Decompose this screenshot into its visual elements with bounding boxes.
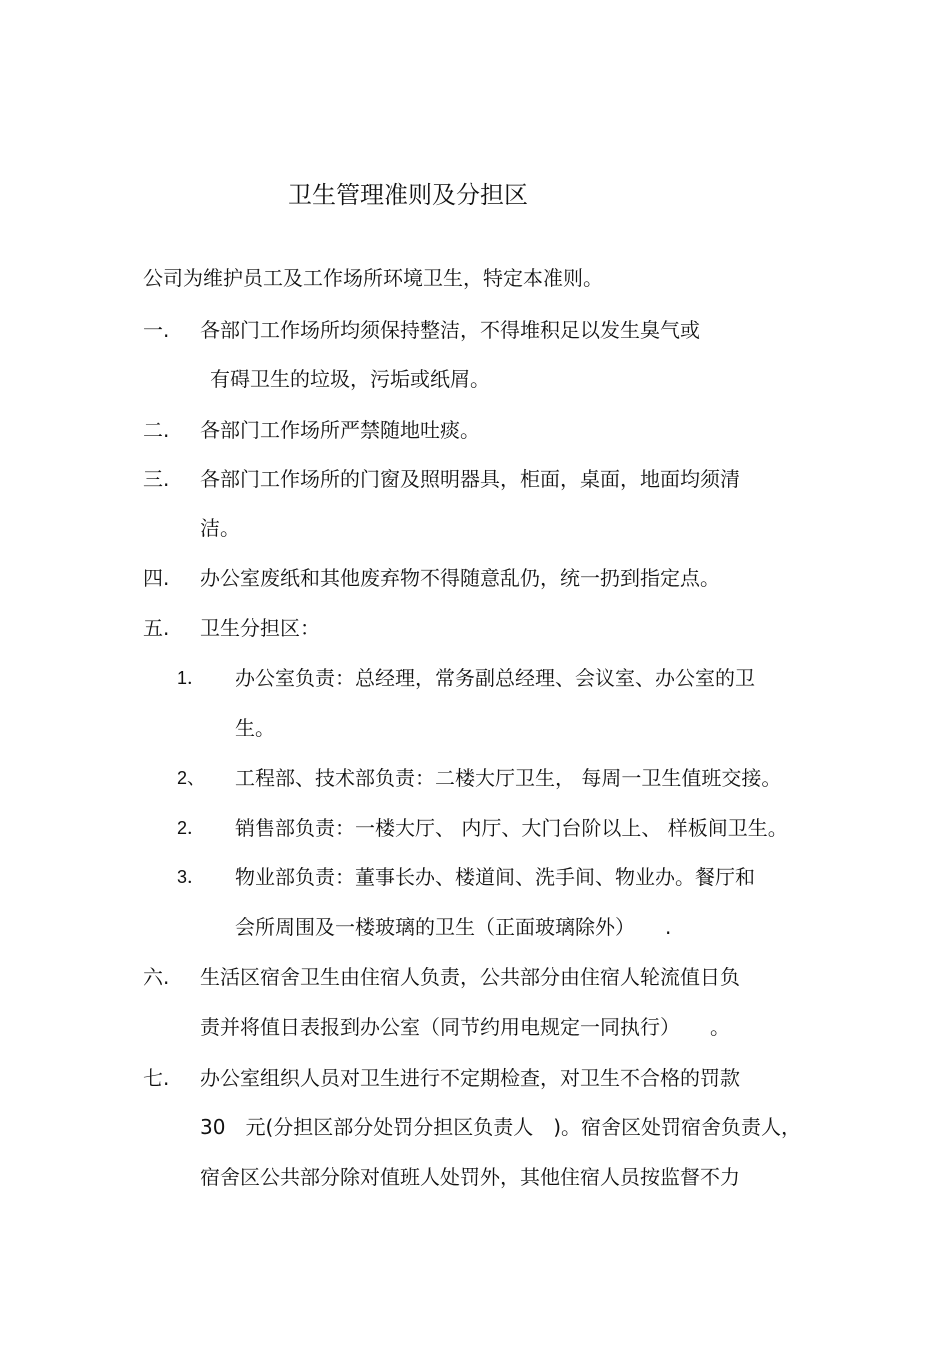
item-number: 五. — [143, 616, 170, 640]
subitem-number: 2． — [177, 818, 206, 838]
item-text: 办公室组织人员对卫生进行不定期检查，对卫生不合格的罚款 — [200, 1066, 740, 1090]
item-text: 各部门工作场所严禁随地吐痰。 — [200, 418, 480, 442]
subitem-number: 1． — [177, 668, 206, 688]
item-text: 生活区宿舍卫生由住宿人负责，公共部分由住宿人轮流值日负 — [200, 965, 740, 989]
item-text: 30 元(分担区部分处罚分担区负责人 )。宿舍区处罚宿舍负责人， — [200, 1115, 802, 1139]
intro-paragraph: 公司为维护员工及工作场所环境卫生，特定本准则。 — [143, 266, 603, 290]
item-text: 洁。 — [200, 516, 240, 540]
item-text: 宿舍区公共部分除对值班人处罚外，其他住宿人员按监督不力 — [200, 1165, 740, 1189]
subitem-number: 3． — [177, 867, 206, 887]
item-text: 各部门工作场所的门窗及照明器具，柜面，桌面，地面均须清 — [200, 467, 740, 491]
subitem-text: 物业部负责：董事长办、楼道间、洗手间、物业办。餐厅和 — [235, 865, 755, 889]
item-number: 三. — [143, 467, 170, 491]
item-text: 卫生分担区： — [200, 616, 320, 640]
subitem-text: 会所周围及一楼玻璃的卫生（正面玻璃除外） . — [235, 915, 672, 939]
item-number: 四. — [143, 566, 170, 590]
item-number: 二. — [143, 418, 170, 442]
document-title: 卫生管理准则及分担区 — [288, 181, 528, 209]
item-text: 有碍卫生的垃圾，污垢或纸屑。 — [210, 367, 490, 391]
subitem-text: 生。 — [235, 716, 275, 740]
subitem-number: 2、 — [177, 768, 206, 788]
item-number: 七. — [143, 1066, 170, 1090]
item-number: 六. — [143, 965, 170, 989]
item-number: 一. — [143, 318, 170, 342]
subitem-text: 销售部负责：一楼大厅、 内厅、大门台阶以上、 样板间卫生。 — [235, 816, 788, 840]
item-text: 办公室废纸和其他废弃物不得随意乱仍，统一扔到指定点。 — [200, 566, 720, 590]
item-text: 责并将值日表报到办公室（同节约用电规定一同执行） 。 — [200, 1015, 730, 1039]
subitem-text: 工程部、技术部负责：二楼大厅卫生， 每周一卫生值班交接。 — [235, 766, 782, 790]
item-text: 各部门工作场所均须保持整洁，不得堆积足以发生臭气或 — [200, 318, 700, 342]
subitem-text: 办公室负责：总经理，常务副总经理、会议室、办公室的卫 — [235, 666, 755, 690]
